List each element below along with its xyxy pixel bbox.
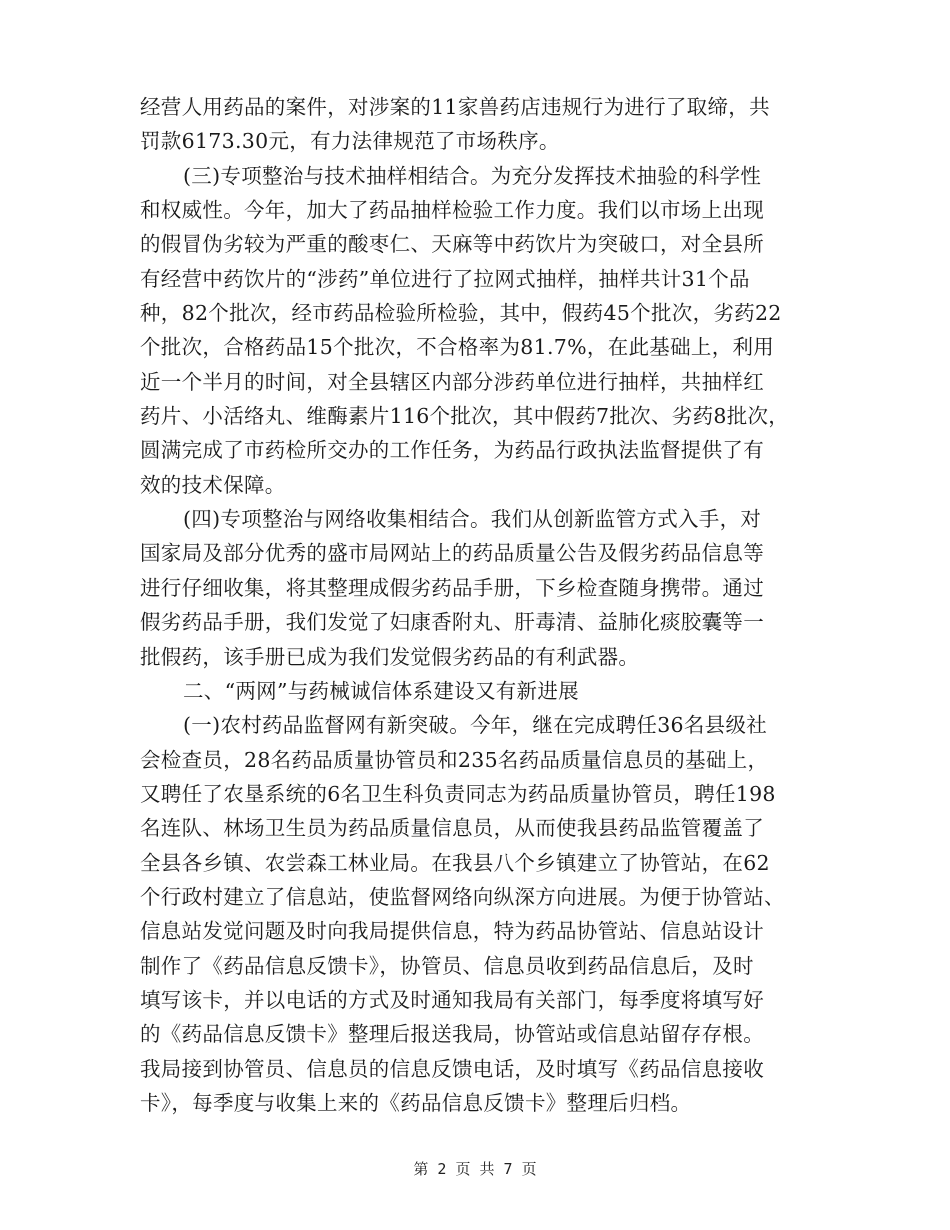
text-line: 个批次，合格药品15个批次，不合格率为81.7%，在此基础上，利用: [140, 335, 775, 359]
text-line: (四)专项整治与网络收集相结合。我们从创新监管方式入手，对: [183, 507, 762, 531]
text-line: 假劣药品手册，我们发觉了妇康香附丸、肝毒清、益肺化痰胶囊等一: [140, 610, 764, 634]
text-line: 效的技术保障。: [140, 473, 286, 497]
text-line: 卡》，每季度与收集上来的《药品信息反馈卡》整理后归档。: [140, 1091, 692, 1115]
text-line: 经营人用药品的案件，对涉案的11家兽药店违规行为进行了取缔，共: [140, 95, 770, 119]
text-line: 制作了《药品信息反馈卡》，协管员、信息员收到药品信息后，及时: [140, 954, 754, 978]
text-line: 会检查员，28名药品质量协管员和235名药品质量信息员的基础上，: [140, 748, 769, 772]
text-line: 个行政村建立了信息站，使监督网络向纵深方向进展。为便于协管站、: [140, 885, 785, 909]
text-line: 罚款6173.30元，有力法律规范了市场秩序。: [140, 129, 560, 153]
text-line: 名连队、林场卫生员为药品质量信息员，从而使我县药品监管覆盖了: [140, 816, 764, 840]
text-line: 药片、小活络丸、维酶素片116个批次，其中假药7批次、劣药8批次，: [140, 404, 790, 428]
text-line: 国家局及部分优秀的盛市局网站上的药品质量公告及假劣药品信息等: [140, 541, 764, 565]
text-line: 的《药品信息反馈卡》整理后报送我局，协管站或信息站留存存根。: [140, 1022, 764, 1046]
text-line: 信息站发觉问题及时向我局提供信息，特为药品协管站、信息站设计: [140, 919, 764, 943]
text-line: 进行仔细收集，将其整理成假劣药品手册，下乡检查随身携带。通过: [140, 576, 764, 600]
text-line: 全县各乡镇、农尝森工林业局。在我县八个乡镇建立了协管站，在62: [140, 851, 770, 875]
text-line: 我局接到协管员、信息员的信息反馈电话，及时填写《药品信息接收: [140, 1057, 764, 1081]
text-line: 近一个半月的时间，对全县辖区内部分涉药单位进行抽样，共抽样红: [140, 370, 764, 394]
text-line: 和权威性。今年，加大了药品抽样检验工作力度。我们以市场上出现: [140, 198, 764, 222]
text-line: 的假冒伪劣较为严重的酸枣仁、天麻等中药饮片为突破口，对全县所: [140, 232, 764, 256]
text-line: 批假药，该手册已成为我们发觉假劣药品的有利武器。: [140, 645, 640, 669]
text-line: 又聘任了农垦系统的6名卫生科负责同志为药品质量协管员，聘任198: [140, 782, 776, 806]
text-line: 填写该卡，并以电话的方式及时通知我局有关部门，每季度将填写好: [140, 988, 764, 1012]
text-line: 圆满完成了市药检所交办的工作任务，为药品行政执法监督提供了有: [140, 438, 764, 462]
text-line: 种，82个批次，经市药品检验所检验，其中，假药45个批次，劣药22: [140, 301, 782, 325]
text-line: (三)专项整治与技术抽样相结合。为充分发挥技术抽验的科学性: [183, 164, 762, 188]
page-footer: 第 2 页 共 7 页: [413, 1160, 537, 1178]
section-heading: 二、“两网”与药械诚信体系建设又有新进展: [183, 679, 579, 703]
text-line: 有经营中药饮片的“涉药”单位进行了拉网式抽样，抽样共计31个品: [140, 267, 750, 291]
text-line: (一)农村药品监督网有新突破。今年，继在完成聘任36名县级社: [183, 713, 768, 737]
